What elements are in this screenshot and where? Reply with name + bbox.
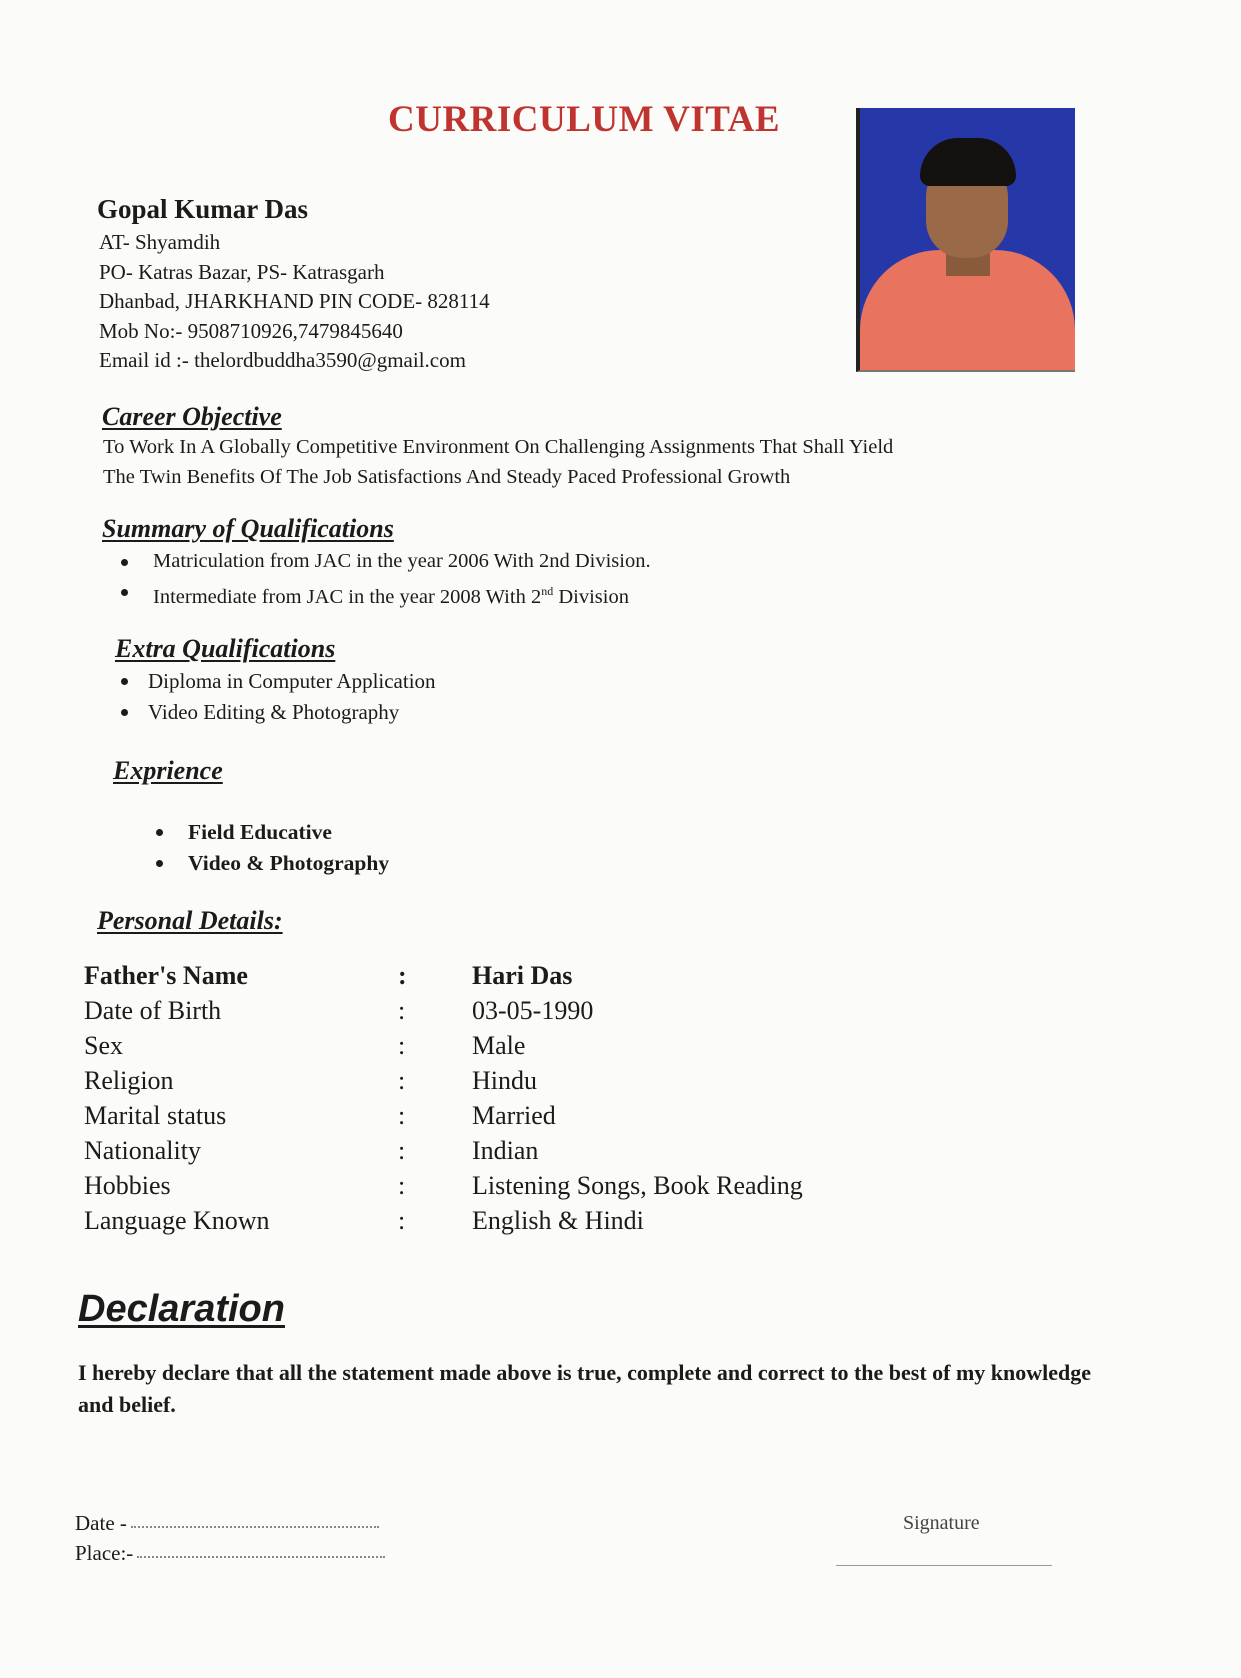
bullet-icon <box>121 709 128 716</box>
date-blank-line <box>131 1526 379 1528</box>
photo-hair <box>920 138 1016 186</box>
career-objective-line: The Twin Benefits Of The Job Satisfactions And Steady Paced Professional Growth <box>103 466 791 488</box>
list-item: Video & Photography <box>150 848 389 879</box>
document-title: CURRICULUM VITAE <box>388 99 781 140</box>
extra-qualifications-heading: Extra Qualifications <box>115 634 336 663</box>
declaration-text: I hereby declare that all the statement made above is true, complete and correct to the best of my knowledge and belief. <box>78 1360 1092 1417</box>
address-line-district: Dhanbad, JHARKHAND PIN CODE- 828114 <box>99 289 490 313</box>
career-objective-heading: Career Objective <box>102 402 282 431</box>
address-line-post: PO- Katras Bazar, PS- Katrasgarh <box>99 259 385 284</box>
bullet-icon <box>121 589 128 596</box>
list-item: Field Educative <box>150 817 389 848</box>
contact-block <box>99 228 490 376</box>
qualifications-heading: Summary of Qualifications <box>102 514 394 543</box>
profile-photo <box>856 108 1075 372</box>
bullet-icon <box>156 860 163 867</box>
declaration-heading: Declaration <box>78 1288 285 1330</box>
experience-heading: Exprience <box>113 756 223 785</box>
mobile-number: Mob No:- 9508710926,7479845640 <box>99 318 403 343</box>
qualifications-list <box>103 546 651 612</box>
email-address: Email id :- thelordbuddha3590@gmail.com <box>99 348 466 372</box>
bullet-icon <box>121 559 128 566</box>
cv-page: CURRICULUM VITAE Gopal Kumar Das AT- Shyamdih PO- Katras Bazar, PS- Katrasgarh Dhanbad, JHARKHAND PIN CODE- 828114 Mob No:- 9508710926,7479845640 Email id :- thelordbuddha3590@gmail.com Career Objective To Work In A Globally Competitive Environment On Challenging Assignments That Shall Yield The Twin Benefits Of The Job Satisfactions And Steady Paced Professional Growth Summary of Qualifications Matriculation from JAC in the year 2006 With 2nd Division. Intermediate from JAC in the year 2008 With 2nd Division Extra Qualifications Diploma in Computer Application Video Editing & Photography Exprience Field Educative Video & Photography Personal Details: Father's Name : Hari Das Date of Birth : 03-05-1990 Sex : Male Religion : Hindu Marital status : Married Nationality : Indian Hobbies : Listening Songs, Book Reading Language Known : English & Hindi Declaration I hereby declare that all the statement made above is true, complete and correct to the best of my knowledge and belief. Date - Place:- Signature <box>0 0 1241 1678</box>
extra-qualifications-list <box>116 666 436 728</box>
date-field: Date - <box>75 1511 379 1536</box>
personal-details-heading: Personal Details: <box>97 906 283 935</box>
experience-list <box>150 817 389 879</box>
list-item: Intermediate from JAC in the year 2008 With 2nd Division <box>103 576 651 612</box>
list-item: Video Editing & Photography <box>116 697 436 728</box>
bullet-icon <box>121 678 128 685</box>
list-item: Matriculation from JAC in the year 2006 With 2nd Division. <box>103 546 651 576</box>
place-blank-line <box>137 1556 385 1558</box>
signature-line <box>836 1565 1052 1566</box>
address-line-village: AT- Shyamdih <box>99 230 221 254</box>
career-objective-text <box>103 432 893 492</box>
signature-label: Signature <box>903 1512 980 1534</box>
bullet-icon <box>156 829 163 836</box>
applicant-name: Gopal Kumar Das <box>97 194 309 224</box>
place-field: Place:- <box>75 1541 385 1566</box>
list-item: Diploma in Computer Application <box>116 666 436 697</box>
career-objective-line: To Work In A Globally Competitive Environment On Challenging Assignments That Shall Yield <box>103 436 894 458</box>
